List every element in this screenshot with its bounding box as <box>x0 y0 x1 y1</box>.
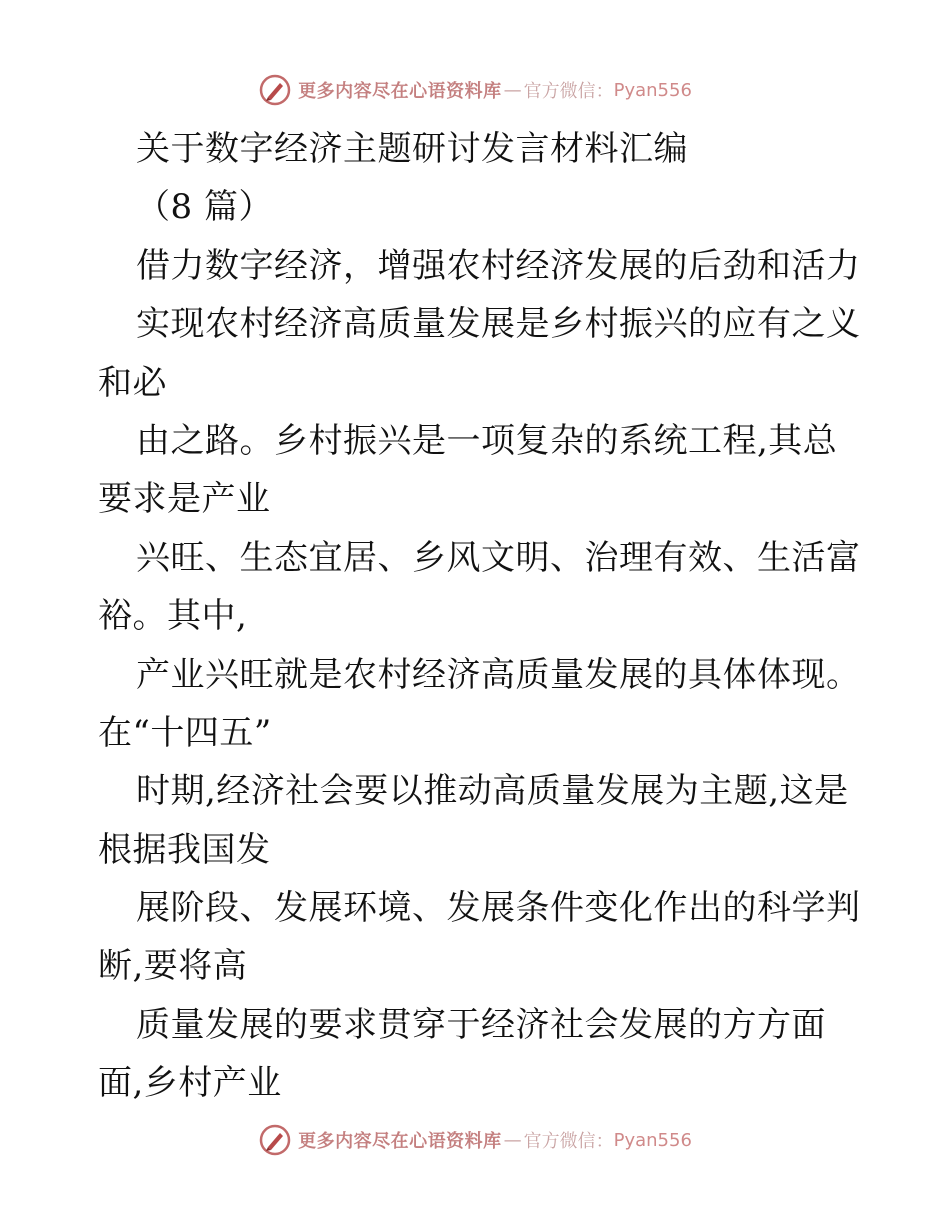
watermark-dash: — <box>503 79 522 101</box>
paragraph-line: 时期,经济社会要以推动高质量发展为主题,这是 <box>136 771 849 812</box>
paragraph-line: 兴旺、生态宜居、乡风文明、治理有效、生活富 <box>136 537 861 578</box>
document-title: 关于数字经济主题研讨发言材料汇编 <box>136 129 688 169</box>
paragraph-line: 在“十四五” <box>98 712 272 753</box>
watermark-main-text: 更多内容尽在心语资料库 <box>298 81 502 102</box>
document-body <box>98 120 861 1113</box>
paragraph-line: 断,要将高 <box>98 946 248 987</box>
watermark-dash: — <box>503 1129 522 1151</box>
paragraph-line: 由之路。乡村振兴是一项复杂的系统工程,其总 <box>136 420 838 461</box>
header-watermark <box>0 70 950 110</box>
paragraph-line: 和必 <box>98 362 167 403</box>
paragraph-line: 要求是产业 <box>98 479 271 520</box>
pen-nib-logo-icon <box>258 1123 292 1157</box>
document-subtitle: （8 篇） <box>136 187 273 228</box>
watermark-id-text: Pyan556 <box>613 1129 692 1151</box>
watermark-sub-text: 官方微信： <box>523 1131 614 1152</box>
section-heading: 借力数字经济，增强农村经济发展的后劲和活力 <box>136 245 861 286</box>
pen-nib-logo-icon <box>258 73 292 107</box>
paragraph-line: 根据我国发 <box>98 829 271 870</box>
watermark-id-text: Pyan556 <box>613 79 692 101</box>
paragraph-line: 质量发展的要求贯穿于经济社会发展的方方面 <box>136 1004 826 1045</box>
paragraph-line: 裕。其中, <box>98 596 248 637</box>
watermark-sub-text: 官方微信： <box>523 81 614 102</box>
watermark-main-text: 更多内容尽在心语资料库 <box>298 1131 502 1152</box>
footer-watermark <box>0 1120 950 1160</box>
paragraph-line: 实现农村经济高质量发展是乡村振兴的应有之义 <box>136 304 861 345</box>
paragraph-line: 产业兴旺就是农村经济高质量发展的具体体现。 <box>136 654 861 695</box>
paragraph-line: 面,乡村产业 <box>98 1063 282 1104</box>
paragraph-line: 展阶段、发展环境、发展条件变化作出的科学判 <box>136 888 861 929</box>
